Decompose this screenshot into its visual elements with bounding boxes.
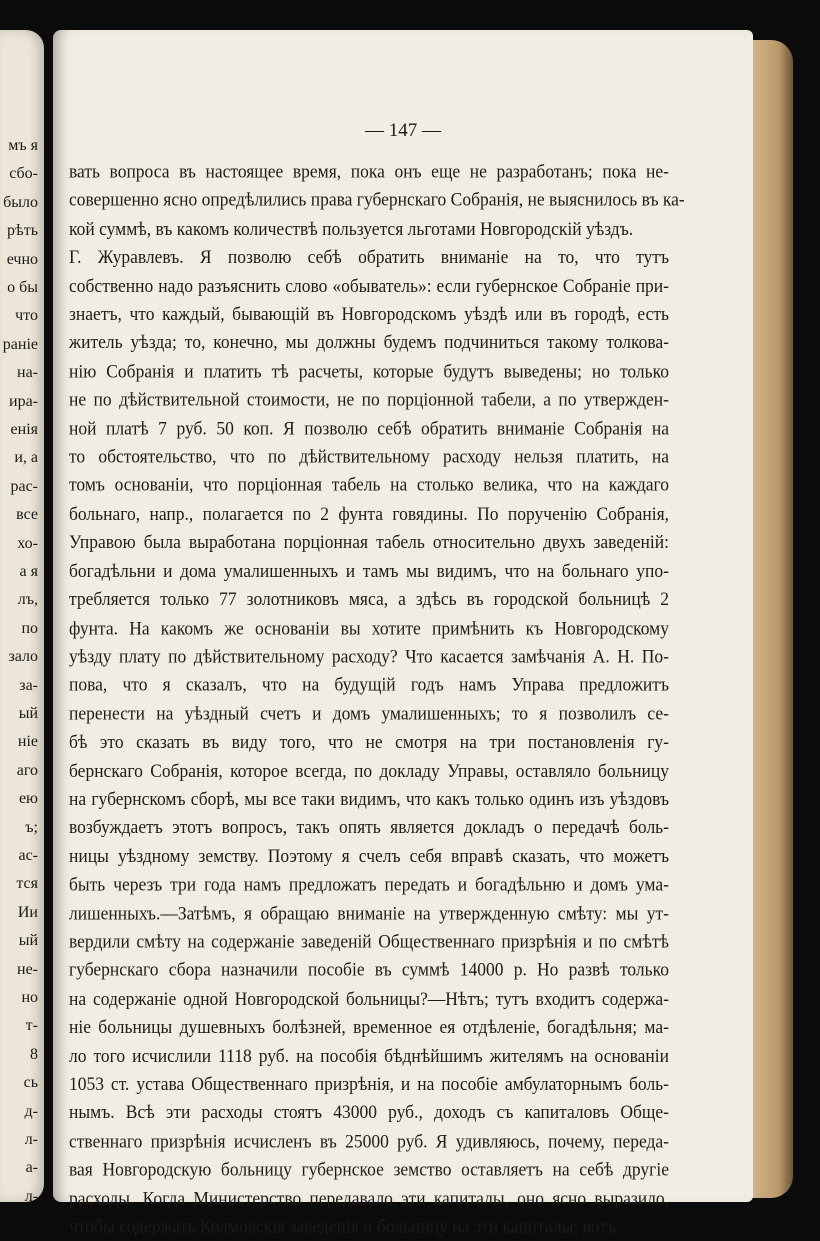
text-line: нiе больницы душевныхъ болѣзней, временное ея отдѣленiе, богадѣльня; ма-	[69, 1015, 669, 1038]
left-page-text: а я	[19, 563, 38, 580]
text-line: уѣзду плату по дѣйствительному расходу? Что касается замѣчанiя А. Н. По-	[69, 645, 669, 667]
text-line: бернскаго Собранiя, которое всегда, по докладу Управы, оставляло больницу	[69, 759, 669, 781]
left-page-text: ею	[18, 790, 38, 808]
left-page-text: рѣть	[7, 222, 38, 240]
text-line: быть черезъ три года намъ предложатъ передать и богадѣльню и домъ ума-	[69, 873, 669, 895]
left-page-text: нiе	[17, 733, 38, 751]
left-page-text: сь	[23, 1074, 38, 1092]
left-page-text: ый	[18, 932, 38, 950]
text-line: губернскаго сбора назначили пособiе въ суммѣ 14000 р. Но развѣ только	[69, 958, 669, 981]
text-line: вая Новгородскую больницу губернское земство оставляетъ на себѣ другiе	[69, 1158, 669, 1180]
left-page-text: было	[3, 193, 38, 211]
left-page-text: зало	[8, 648, 38, 666]
text-line: бѣ это сказать въ виду того, что не смотря на три постановленiя гу-	[69, 730, 669, 753]
left-page-text: что	[15, 307, 38, 325]
text-line: расходы. Когда Министерство передавало эти капиталы, оно ясно выразило,	[69, 1186, 669, 1209]
left-page-text: ира-	[9, 392, 38, 410]
left-page-text: ечно	[6, 250, 38, 268]
left-page-text: сбо-	[9, 165, 38, 183]
text-line: вать вопроса въ настоящее время, пока онъ еще не разработанъ; пока не-	[69, 160, 669, 182]
text-line: 1053 ст. устава Общественнаго призрѣнiя, и на пособiе амбулаторнымъ боль-	[69, 1072, 669, 1095]
left-page-text: д-	[24, 1102, 38, 1120]
left-page-text: за-	[19, 676, 38, 694]
text-line: житель уѣзда; то, конечно, мы должны будемъ подчиниться такому толкова-	[69, 331, 669, 353]
left-page-text: Ии	[17, 903, 38, 921]
left-page-text: ас-	[18, 847, 38, 864]
text-line: ницы уѣздному земству. Поэтому я счелъ себя вправѣ сказать, что можетъ	[69, 844, 669, 867]
left-page-text: т-	[25, 1017, 38, 1035]
left-page-text: о бы	[7, 279, 38, 296]
text-line: то обстоятельство, что по дѣйствительному расходу нельзя платить, на	[69, 445, 669, 468]
left-page-text: но	[21, 989, 38, 1006]
text-line: перенести на уѣздный счетъ и домъ умалишенныхъ; то я позволилъ се-	[69, 702, 669, 724]
text-line: нiю Собранiя и платить тѣ расчеты, которые будутъ выведены; но только	[69, 359, 669, 382]
text-line: знаетъ, что каждый, бывающiй въ Новгородскомъ уѣздѣ или въ городѣ, есть	[69, 302, 669, 325]
text-line: богадѣльни и дома умалишенныхъ и тамъ мы видимъ, что на больнаго упо-	[69, 559, 669, 582]
left-page-text: 8	[30, 1045, 38, 1063]
left-page-text: а-	[25, 1159, 38, 1177]
left-page-text: все	[16, 506, 38, 524]
text-line: на содержанiе одной Новгородской больницы?—Нѣтъ; тутъ входитъ содержа-	[69, 987, 669, 1009]
text-line: лишенныхъ.—Затѣмъ, я обращаю вниманiе на утвержденную смѣту: мы ут-	[69, 901, 669, 924]
left-page-text: тся	[16, 875, 38, 893]
text-line: Управою была выработана порцiонная табель относительно двухъ заведенiй:	[69, 530, 669, 553]
text-line: не по дѣйствительной стоимости, не по порцiонной табели, а по утвержден-	[69, 388, 669, 410]
text-line: ственнаго призрѣнiя исчисленъ въ 25000 руб. Я удивляюсь, почему, переда-	[69, 1129, 669, 1152]
left-page-text: л-	[24, 1131, 38, 1148]
text-line: чтобы содержать Колмовскiя заведенiя и больницу на эти капиталы; вотъ	[69, 1215, 617, 1238]
text-line: нымъ. Всѣ эти расходы стоятъ 43000 руб., доходъ съ капиталовъ Обще-	[69, 1101, 669, 1123]
left-page-text: по	[21, 619, 38, 637]
left-page-text: лъ,	[17, 591, 38, 609]
text-line: совершенно ясно опредѣлились права губернскаго Собранiя, не выяснилось въ ка-	[69, 188, 685, 211]
left-page-text: рас-	[10, 477, 38, 495]
left-page-text: ранiе	[2, 335, 38, 353]
left-page-text: л-	[24, 1187, 38, 1202]
left-page-text: хо-	[17, 534, 38, 552]
text-line: фунта. На какомъ же основанiи вы хотите примѣнить къ Новгородскому	[69, 616, 669, 639]
text-line: на губернскомъ сборѣ, мы все таки видимъ, что какъ только одинъ изъ уѣздовъ	[69, 787, 669, 810]
left-page-fragment	[0, 30, 44, 1202]
page-number: — 147 —	[365, 120, 441, 141]
text-line: требляется только 77 золотниковъ мяса, а здѣсь въ городской больницѣ 2	[69, 588, 669, 610]
left-page-text: не-	[17, 960, 38, 978]
text-line: собственно надо разъяснить слово «обыватель»: если губернское Собранiе при-	[69, 274, 669, 296]
left-page-text: аго	[16, 761, 38, 779]
text-line: томъ основанiи, что порцiонная табель на столько велика, что на каждаго	[69, 473, 669, 496]
body-text	[69, 157, 685, 1241]
text-line: кой суммѣ, въ какомъ количествѣ пользуется льготами Новгородскiй уѣздъ.	[69, 217, 634, 239]
text-line: ло того исчислили 1118 руб. на пособiя бѣднѣйшимъ жителямъ на основанiи	[69, 1044, 669, 1066]
left-page-text: на-	[17, 364, 38, 382]
left-page-text: ый	[18, 705, 38, 722]
text-line: пова, что я сказалъ, что на будущiй годъ намъ Управа предложитъ	[69, 673, 669, 696]
book-page	[53, 30, 753, 1238]
text-line: Г. Журавлевъ. Я позволю себѣ обратить вниманiе на то, что тутъ	[69, 245, 669, 268]
text-line: возбуждаетъ этотъ вопросъ, такъ опять является докладъ о передачѣ боль-	[69, 816, 669, 838]
left-page-text: енiя	[10, 421, 38, 438]
left-page-text: и, а	[14, 449, 38, 467]
left-page-text: мъ я	[8, 137, 38, 154]
left-page-text: ъ;	[25, 818, 38, 836]
text-line: ной платѣ 7 руб. 50 коп. Я позволю себѣ обратить вниманiе Собранiя на	[69, 416, 669, 439]
text-line: вердили смѣту на содержанiе заведенiй Общественнаго призрѣнiя и по смѣтѣ	[69, 930, 669, 952]
text-line: больнаго, напр., полагается по 2 фунта говядины. По порученiю Собранiя,	[69, 502, 669, 525]
